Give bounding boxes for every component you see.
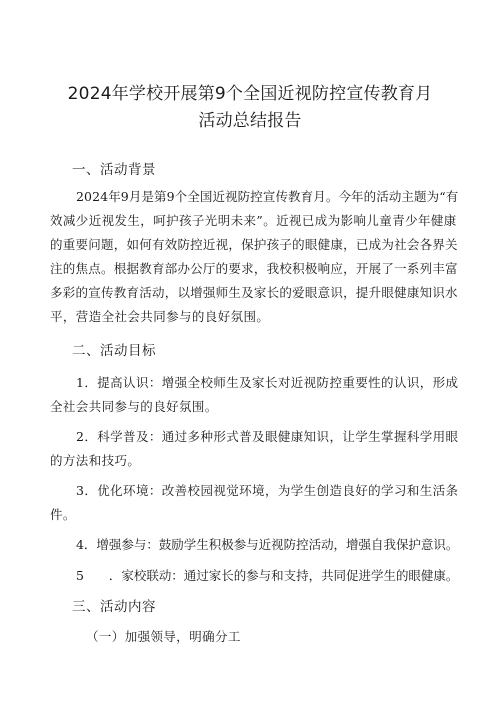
- section-heading-goals: 二、活动目标: [72, 343, 156, 359]
- paragraph-line: 多彩的宣传教育活动，以增强师生及家长的爱眼意识，提升眼健康知识水: [50, 285, 458, 300]
- section-heading-background: 一、活动背景: [72, 162, 156, 178]
- goal-item-line: 2．科学普及：通过多种形式普及眼健康知识，让学生掌握科学用眼: [76, 429, 459, 444]
- goal-item-line: 全社会共同参与的良好氛围。: [50, 399, 218, 414]
- paragraph-line: 平，营造全社会共同参与的良好氛围。: [50, 309, 270, 324]
- paragraph-line: 2024年9月是第9个全国近视防控宣传教育月。今年的活动主题为“有: [76, 189, 459, 204]
- goal-item-line: 5 ．家校联动：通过家长的参与和支持，共同促进学生的眼健康。: [76, 568, 459, 583]
- goal-item-line: 3．优化环境：改善校园视觉环境，为学生创造良好的学习和生活条: [76, 483, 459, 498]
- goal-item-line: 4．增强参与：鼓励学生积极参与近视防控活动，增强自我保护意识。: [76, 537, 459, 552]
- paragraph-line: 注的焦点。根据教育部办公厅的要求，我校积极响应，开展了一系列丰富: [50, 261, 458, 276]
- goal-item-line: 件。: [50, 507, 76, 522]
- section-heading-content: 三、活动内容: [72, 599, 156, 615]
- document-title: 2024年学校开展第9个全国近视防控宣传教育月: [67, 84, 433, 104]
- paragraph-line: 的重要问题，如何有效防控近视，保护孩子的眼健康，已成为社会各界关: [50, 237, 458, 252]
- goal-item-line: 的方法和技巧。: [50, 453, 141, 468]
- subsection-heading: （一）加强领导，明确分工: [86, 629, 241, 644]
- goal-item-line: 1．提高认识：增强全校师生及家长对近视防控重要性的认识，形成: [76, 375, 459, 390]
- document-title-continued: 活动总结报告: [198, 111, 302, 131]
- paragraph-line: 效减少近视发生，呵护孩子光明未来”。近视已成为影响儿童青少年健康: [50, 213, 457, 228]
